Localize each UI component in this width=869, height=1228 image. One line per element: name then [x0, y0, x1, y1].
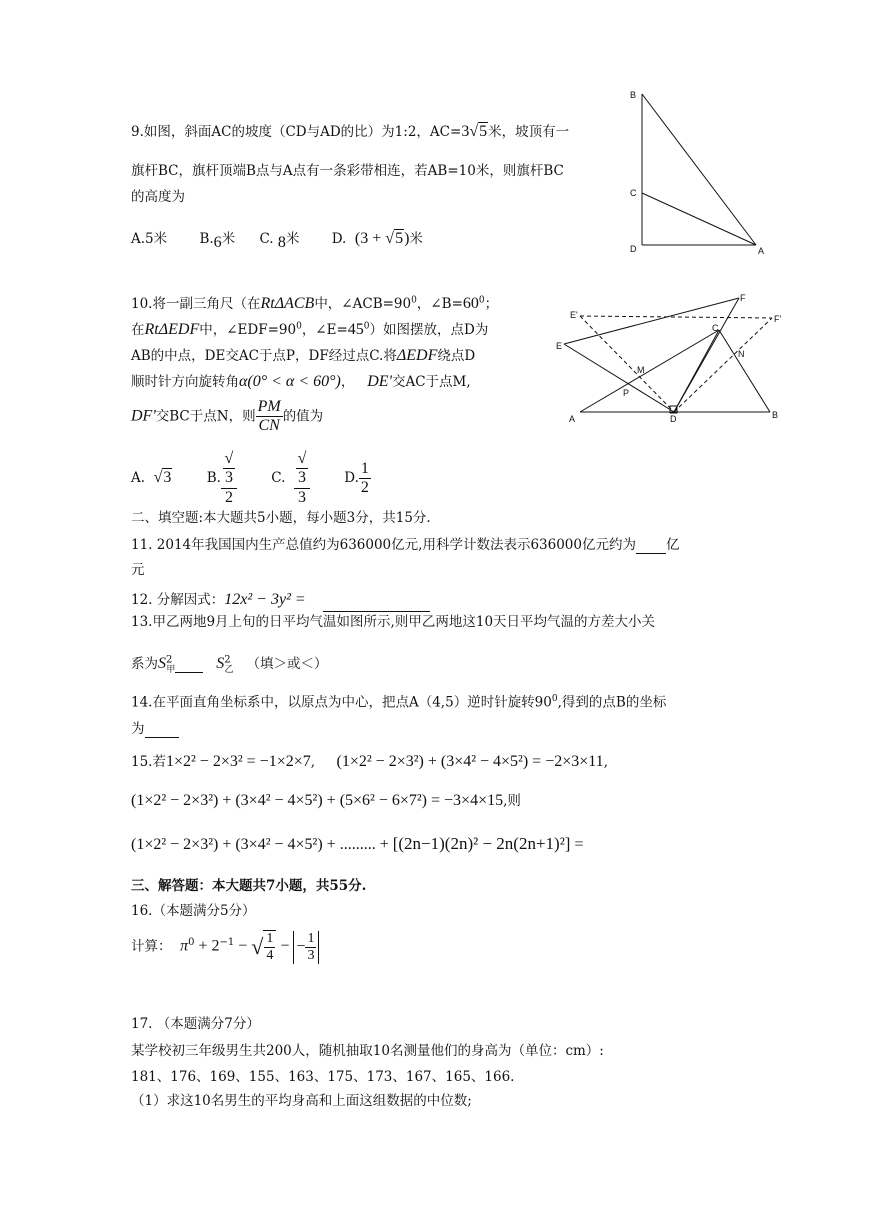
line-e1f1: [580, 316, 772, 318]
q14-line2: 为: [131, 721, 179, 738]
label-a: A: [569, 414, 576, 424]
label-d: D: [670, 414, 677, 424]
q10-line2: 在RtΔEDF中，$\angle EDF=90^0$，$\angle E=45^0$）如图摆放，点D为: [131, 321, 489, 338]
q16-title: 16.（本题满分5分）: [131, 903, 256, 919]
label-m: M: [637, 365, 645, 375]
q9-text: 9.如图，斜面AC的坡度（CD与AD的比）为1:2，AC=: [131, 124, 462, 140]
q17-title: 17. （本题满分7分）: [131, 1016, 260, 1032]
q9-text-b: 米，坡顶有一: [488, 124, 570, 140]
q10-option-a: A. √3: [131, 469, 172, 487]
label-c: C: [630, 188, 637, 198]
q14-line1: 14.在平面直角坐标系中，以原点为中心，把点A（4,5）逆时针旋转$90^0$,得到的点B的坐标: [131, 694, 667, 711]
q9-option-d: D. (3 + √5)米: [331, 230, 423, 247]
q9-option-c: C. 8米: [259, 231, 300, 251]
label-b: B: [630, 90, 637, 100]
label-p: P: [623, 388, 630, 398]
q13-overline: [323, 611, 430, 612]
q9-option-a: A.5米: [131, 231, 168, 247]
ribbon-line-ba: [642, 94, 756, 245]
label-c: C: [712, 323, 719, 333]
q13-line2: 系为$S^2_甲$ $S^2_乙$ （填＞或＜）: [131, 654, 328, 675]
q12: 12. 分解因式：12x² − 3y² =: [131, 591, 306, 608]
q10-line1: 10.将一副三角尺（在RtΔACB中，$\angle ACB=90^0$，$\angle B=60^0$；: [131, 295, 499, 312]
q10-options: [131, 450, 371, 507]
q10-line4: 顺时针方向旋转角α(0° < α < 60°)， DE'交AC于点M,: [131, 373, 471, 390]
q10-line5: DF'交BC于点N，则 $\frac{PM}{CN}$ 的值为: [131, 398, 324, 435]
q9-line1: [131, 122, 569, 141]
label-f: F: [740, 293, 746, 303]
q17-line3: （1）求这10名男生的平均身高和上面这组数据的中位数;: [131, 1093, 472, 1109]
q10-figure: [556, 288, 796, 428]
line-ac: [580, 330, 719, 412]
q10-option-d: D. $\frac{1}{2}$: [344, 459, 369, 497]
label-a: A: [758, 246, 765, 256]
label-e: E: [556, 341, 563, 351]
q9-line2: 旗杆BC，旗杆顶端B点与A点有一条彩带相连，若AB=10米，则旗杆BC: [131, 163, 564, 179]
q16-expression: 计算： $\pi^0 + 2^{-1}$ − √ $\frac{1}{4}$ − − $\frac{1}{3}$: [131, 930, 319, 964]
label-e-prime: E': [570, 310, 578, 320]
q10-option-b: B. √ 3 2: [207, 470, 237, 486]
q17-line2: 181、176、169、155、163、175、173、167、165、166.: [131, 1069, 515, 1085]
q15-line2: (1×2² − 2×3²) + (3×4² − 4×5²) + (5×6² − 6×7²) = −3×4×15,则: [131, 792, 521, 809]
label-b: B: [772, 410, 779, 420]
q9-line3: 的高度为: [131, 189, 185, 205]
line-ed: [564, 344, 674, 412]
label-d: D: [630, 244, 637, 254]
line-cb: [719, 330, 770, 412]
section-2-heading: 二、填空题:本大题共5小题，每小题3分，共15分.: [131, 510, 431, 526]
q15-line1: 15.若1×2² − 2×3² = −1×2×7, (1×2² − 2×3²) + (3×4² − 4×5²) = −2×3×11,: [131, 753, 608, 770]
line-dc: [674, 330, 719, 412]
q17-line1: 某学校初三年级男生共200人，随机抽取10名测量他们的身高为（单位：cm）:: [131, 1043, 604, 1059]
q15-line3: (1×2² − 2×3²) + (3×4² − 4×5²) + ......... + [(2n−1)(2n)² − 2n(2n+1)²] =: [131, 834, 584, 853]
q9-option-b: B.6米: [199, 231, 236, 251]
line-ef: [564, 298, 739, 344]
q10-fraction: $\frac{PM}{CN}$: [257, 398, 281, 435]
q10-line3: AB的中点，DE交AC于点P，DF经过点C.将ΔEDF绕点D: [131, 347, 476, 364]
line-df1: [674, 318, 772, 412]
q9-ac-value: 3√5: [461, 123, 488, 140]
q9-options: [131, 229, 423, 251]
label-n: N: [738, 349, 745, 359]
q11-line1: 11. 2014年我国国内生产总值约为636000亿元,用科学计数法表示636000亿元约为 亿: [131, 537, 680, 553]
q10-option-c: C. √ 3 3: [271, 470, 310, 486]
slope-line-ca: [642, 193, 756, 245]
label-f-prime: F': [774, 314, 782, 324]
section-3-heading: 三、解答题：本大题共7小题，共55分.: [131, 878, 367, 894]
q13-line1: 13.甲乙两地9月上旬的日平均气温如图所示,则甲乙两地这10天日平均气温的方差大小关: [131, 614, 656, 630]
q9-figure: [620, 84, 770, 259]
q11-line2: 元: [131, 562, 145, 578]
